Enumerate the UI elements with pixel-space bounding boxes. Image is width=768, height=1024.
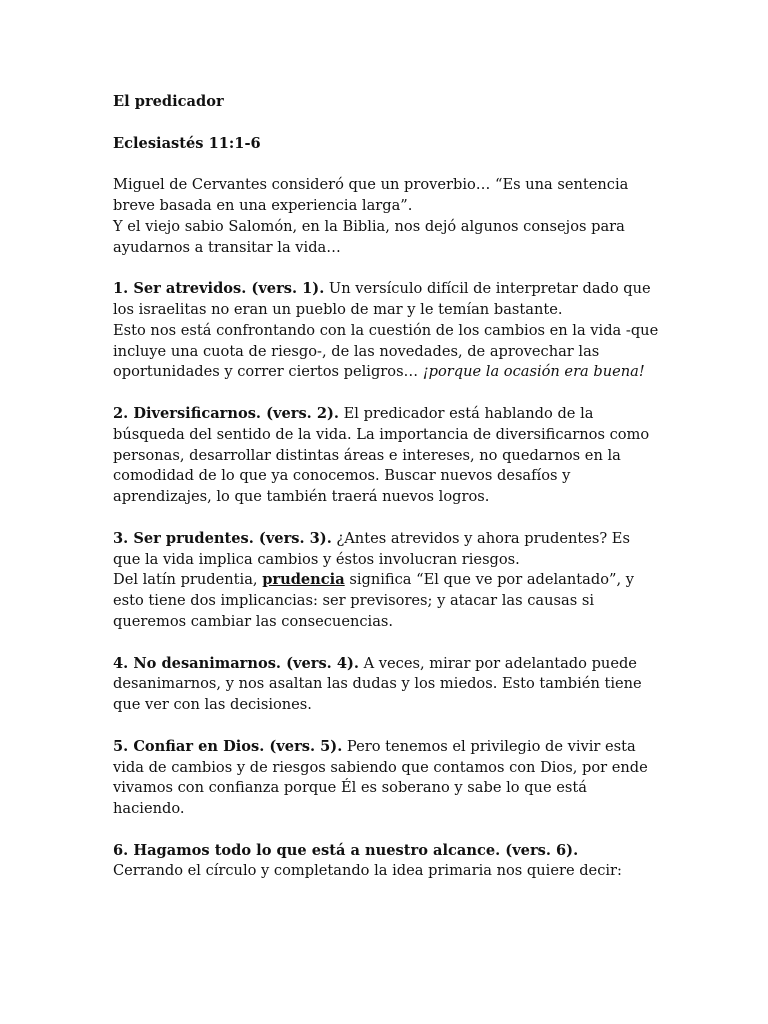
section-4-heading: 4. No desanimarnos. (vers. 4). bbox=[113, 654, 359, 672]
scripture-reference: Eclesiastés 11:1-6 bbox=[113, 134, 261, 152]
section-3-text: ¿Antes atrevidos y ahora prudentes? Es que la vida implica cambios y éstos involucran riesgos. bbox=[113, 529, 630, 568]
section-2-text: El predicador está hablando de la búsqueda del sentido de la vida. La importancia de diversificarnos como personas, desarrollar distintas áreas e intereses, no quedarnos en la comodidad de lo que ya conocemos. Buscar nuevos desafíos y aprendizajes, lo que también traerá nuevos logros. bbox=[113, 404, 650, 506]
section-3-heading: 3. Ser prudentes. (vers. 3). bbox=[113, 529, 332, 547]
section-6-text: Cerrando el círculo y completando la idea primaria nos quiere decir: bbox=[113, 862, 622, 880]
section-1-heading: 1. Ser atrevidos. (vers. 1). bbox=[113, 280, 325, 298]
section-3-text-before: Del latín prudentia, bbox=[113, 571, 263, 589]
prudencia-keyword: prudencia bbox=[262, 571, 345, 589]
section-3-second bbox=[113, 570, 661, 632]
section-4-text: A veces, mirar por adelantado puede desanimarnos, y nos asaltan las dudas y los miedos. Esto también tiene que ver con las decisiones. bbox=[113, 654, 642, 714]
section-3 bbox=[113, 529, 661, 633]
section-5-heading: 5. Confiar en Dios. (vers. 5). bbox=[113, 737, 343, 755]
section-3-first bbox=[113, 529, 661, 571]
section-5-text: Pero tenemos el privilegio de vivir esta vida de cambios y de riesgos sabiendo que contamos con Dios, por ende vivamos con confianza porque Él es soberano y sabe lo que está haciendo. bbox=[113, 737, 648, 818]
section-2-heading: 2. Diversificarnos. (vers. 2). bbox=[113, 404, 339, 422]
intro-line-2: Y el viejo sabio Salomón, en la Biblia, nos dejó algunos consejos para ayudarnos a transitar la vida… bbox=[113, 217, 625, 256]
section-1-italic: ¡porque la ocasión era buena! bbox=[422, 363, 645, 381]
section-1-text: Un versículo difícil de interpretar dado que los israelitas no eran un pueblo de mar y le temían bastante. bbox=[113, 280, 651, 318]
intro-paragraph bbox=[113, 175, 661, 258]
section-6-heading: 6. Hagamos todo lo que está a nuestro alcance. (vers. 6). bbox=[113, 841, 579, 859]
section-4 bbox=[113, 654, 661, 716]
section-1 bbox=[113, 279, 661, 383]
section-1-text-2: Esto nos está confrontando con la cuestión de los cambios en la vida -que incluye una cuota de riesgo-, de las novedades, de aprovechar las oportunidades y correr ciertos peligros… bbox=[113, 321, 659, 381]
document-page bbox=[113, 92, 661, 903]
section-2 bbox=[113, 404, 661, 508]
section-1-second bbox=[113, 321, 661, 383]
section-1-first bbox=[113, 279, 661, 321]
section-6 bbox=[113, 841, 661, 883]
intro-line-1: Miguel de Cervantes consideró que un proverbio… “Es una sentencia breve basada en una experiencia larga”. bbox=[113, 176, 629, 214]
section-3-text-after: significa “El que ve por adelantado”, y esto tiene dos implicancias: ser previsores; y atacar las causas si queremos cambiar las consecuencias. bbox=[113, 571, 634, 630]
section-5 bbox=[113, 737, 661, 820]
document-title: El predicador bbox=[113, 93, 224, 110]
